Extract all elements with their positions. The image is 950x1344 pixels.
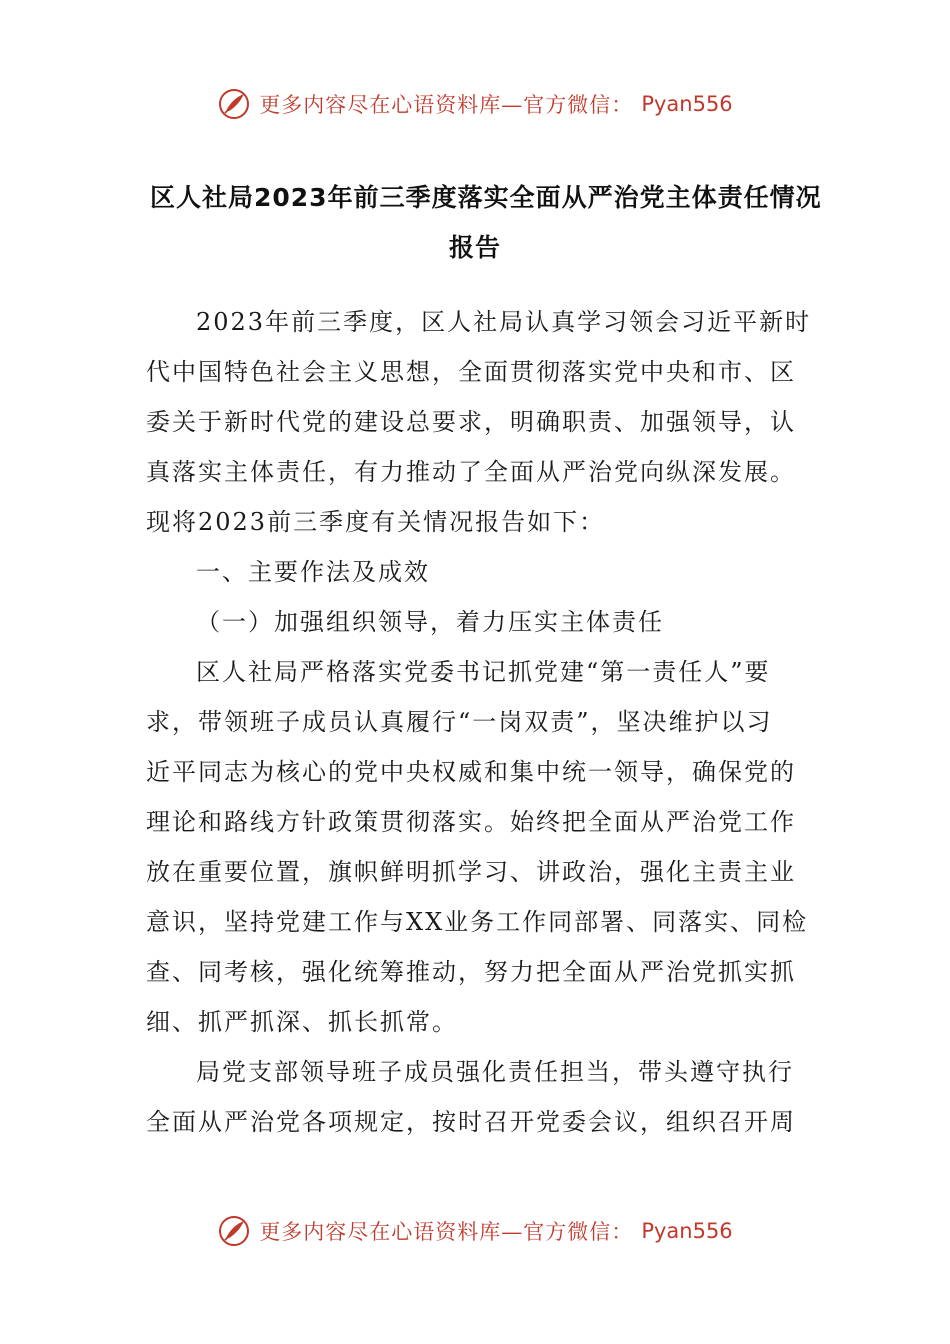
heading-text: （一）加强组织领导，着力压实主体责任 bbox=[196, 608, 664, 636]
section-heading-1 bbox=[146, 547, 794, 597]
heading-text: 一、主要作法及成效 bbox=[196, 558, 430, 586]
text-line: 现将2023前三季度有关情况报告如下： bbox=[146, 508, 606, 536]
text-line: 真落实主体责任，有力推动了全面从严治党向纵深发展。 bbox=[146, 458, 796, 486]
document-body bbox=[146, 297, 812, 1147]
watermark-wechat-id: Pyan556 bbox=[641, 1219, 733, 1243]
text-line: 全面从严治党各项规定，按时召开党委会议，组织召开周 bbox=[146, 1108, 796, 1136]
text-line: 代中国特色社会主义思想，全面贯彻落实党中央和市、区 bbox=[146, 358, 796, 386]
text-line: 局党支部领导班子成员强化责任担当，带头遵守执行 bbox=[196, 1058, 794, 1086]
paragraph-branch bbox=[146, 1047, 794, 1147]
quill-logo-icon bbox=[217, 1214, 251, 1248]
quill-logo-icon bbox=[217, 87, 251, 121]
watermark-wechat-id: Pyan556 bbox=[641, 92, 733, 116]
text-line: 2023年前三季度，区人社局认真学习领会习近平新时 bbox=[196, 308, 812, 336]
text-line: 近平同志为核心的党中央权威和集中统一领导，确保党的 bbox=[146, 758, 796, 786]
subsection-heading-1 bbox=[146, 597, 794, 647]
document-title-line-2: 报告 bbox=[448, 233, 501, 262]
text-line: 委关于新时代党的建设总要求，明确职责、加强领导，认 bbox=[146, 408, 796, 436]
watermark-text: 更多内容尽在心语资料库—官方微信： bbox=[259, 1220, 634, 1244]
text-line: 求，带领班子成员认真履行“一岗双责”，坚决维护以习 bbox=[146, 708, 773, 736]
text-line: 理论和路线方针政策贯彻落实。始终把全面从严治党工作 bbox=[146, 808, 796, 836]
watermark-header bbox=[0, 84, 950, 124]
document-title-line-1: 区人社局2023年前三季度落实全面从严治党主体责任情况 bbox=[150, 183, 822, 212]
paragraph-intro bbox=[146, 297, 812, 547]
paragraph-responsibility bbox=[146, 647, 809, 1047]
text-line: 查、同考核，强化统筹推动，努力把全面从严治党抓实抓 bbox=[146, 958, 796, 986]
text-line: 区人社局严格落实党委书记抓党建“第一责任人”要 bbox=[196, 658, 771, 686]
watermark-text: 更多内容尽在心语资料库—官方微信： bbox=[259, 93, 634, 117]
text-line: 意识，坚持党建工作与XX业务工作同部署、同落实、同检 bbox=[146, 908, 809, 936]
text-line: 细、抓严抓深、抓长抓常。 bbox=[146, 1008, 458, 1036]
text-line: 放在重要位置，旗帜鲜明抓学习、讲政治，强化主责主业 bbox=[146, 858, 796, 886]
watermark-footer bbox=[0, 1211, 950, 1251]
